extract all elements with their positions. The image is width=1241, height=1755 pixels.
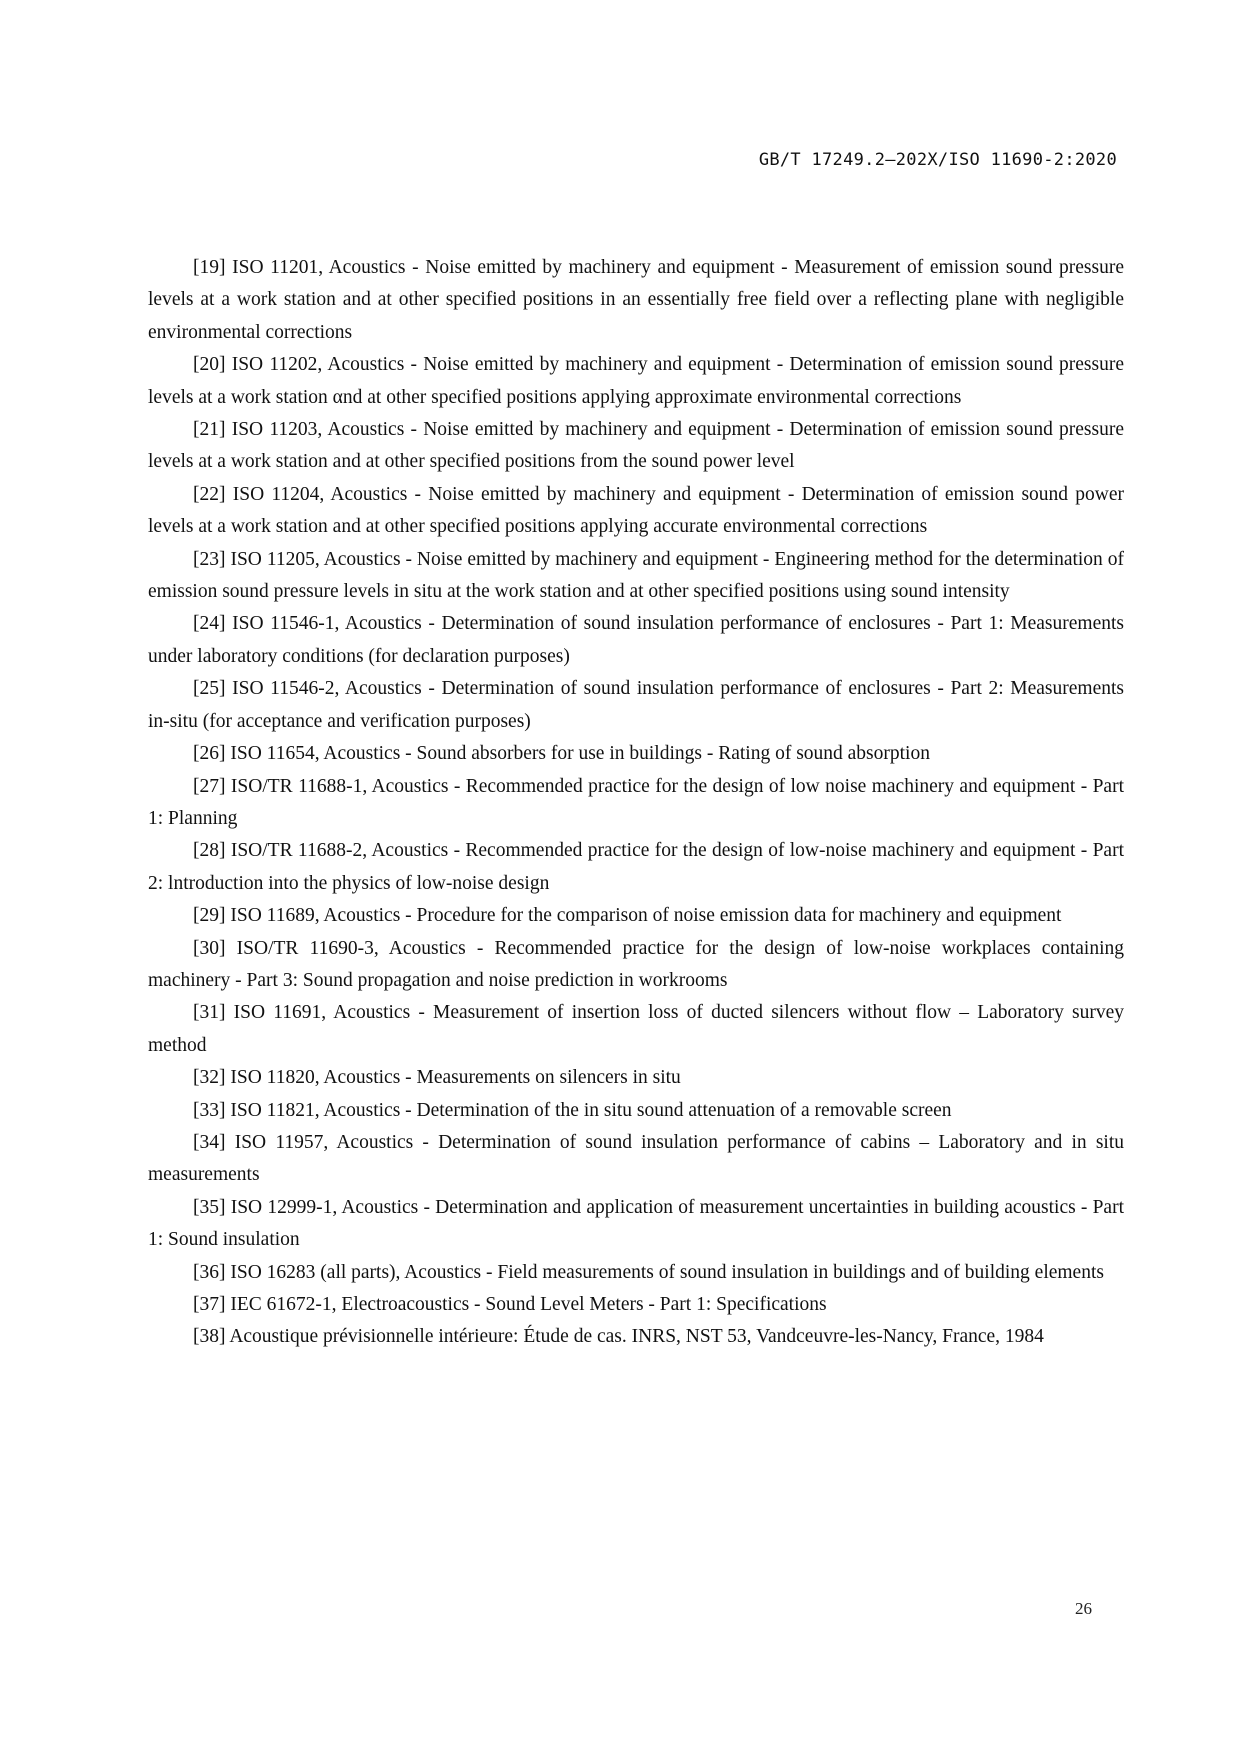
reference-number: [32] bbox=[193, 1067, 226, 1089]
reference-text: ISO 11821, Acoustics - Determination of the in situ sound attenuation of a removable screen bbox=[230, 1099, 952, 1121]
reference-item bbox=[148, 1062, 1124, 1094]
reference-item bbox=[148, 835, 1124, 900]
reference-text: ISO 11691, Acoustics - Measurement of insertion loss of ducted silencers without flow – Laboratory survey method bbox=[148, 1002, 1124, 1056]
reference-text: ISO 11820, Acoustics - Measurements on silencers in situ bbox=[230, 1067, 681, 1089]
reference-number: [33] bbox=[193, 1099, 226, 1121]
reference-text: ISO 11546-1, Acoustics - Determination of sound insulation performance of enclosures - Part 1: Measurements under laboratory conditions (for declaration purposes) bbox=[148, 613, 1124, 667]
reference-item bbox=[148, 479, 1124, 544]
reference-text: IEC 61672-1, Electroacoustics - Sound Level Meters - Part 1: Specifications bbox=[230, 1294, 827, 1315]
reference-text: ISO/TR 11688-1, Acoustics - Recommended practice for the design of low noise machinery and equipment - Part 1: Planning bbox=[148, 775, 1124, 829]
reference-number: [24] bbox=[193, 613, 226, 635]
reference-number: [31] bbox=[193, 1002, 226, 1024]
reference-text: ISO 12999-1, Acoustics - Determination and application of measurement uncertainties in building acoustics - Part 1: Sound insulation bbox=[148, 1196, 1125, 1251]
reference-text: ISO 11202, Acoustics - Noise emitted by machinery and equipment - Determination of emission sound pressure levels at a work station αnd at other specified positions applying approximate environmental corrections bbox=[148, 354, 1125, 408]
reference-number: [22] bbox=[193, 483, 226, 505]
reference-number: [26] bbox=[193, 743, 226, 765]
reference-text: ISO 11689, Acoustics - Procedure for the comparison of noise emission data for machinery and equipment bbox=[230, 905, 1062, 927]
reference-item bbox=[148, 544, 1124, 609]
reference-number: [30] bbox=[193, 937, 226, 959]
reference-text: ISO/TR 11690-3, Acoustics - Recommended practice for the design of low-noise workplaces containing machinery - Part 3: Sound propagation and noise prediction in workrooms bbox=[148, 937, 1125, 991]
reference-number: [35] bbox=[193, 1196, 226, 1218]
reference-text: ISO 11205, Acoustics - Noise emitted by machinery and equipment - Engineering method for the determination of emission sound pressure levels in situ at the work station and at other specified positions using sound intensity bbox=[148, 548, 1125, 603]
reference-number: [28] bbox=[193, 840, 226, 862]
standard-header: GB/T 17249.2—202X/ISO 11690-2:2020 bbox=[758, 150, 1117, 170]
reference-number: [37] bbox=[193, 1294, 226, 1315]
reference-text: ISO 11654, Acoustics - Sound absorbers for use in buildings - Rating of sound absorption bbox=[230, 743, 930, 765]
reference-item bbox=[148, 900, 1124, 932]
reference-item bbox=[148, 252, 1124, 349]
reference-item bbox=[148, 608, 1124, 673]
reference-item bbox=[148, 1257, 1124, 1289]
reference-number: [36] bbox=[193, 1261, 226, 1283]
reference-text: ISO 11201, Acoustics - Noise emitted by machinery and equipment - Measurement of emission sound pressure levels at a work station and at other specified positions in an essentially free field over a reflecting plane with negligible environmental corrections bbox=[148, 257, 1124, 343]
reference-number: [34] bbox=[193, 1131, 226, 1153]
reference-item bbox=[148, 1127, 1124, 1192]
reference-number: [20] bbox=[193, 354, 226, 376]
reference-item bbox=[148, 771, 1124, 836]
reference-text: ISO 16283 (all parts), Acoustics - Field measurements of sound insulation in buildings and of building elements bbox=[230, 1261, 1104, 1283]
reference-item bbox=[148, 349, 1124, 414]
reference-number: [19] bbox=[193, 257, 226, 278]
bibliography-list bbox=[148, 252, 1124, 1354]
reference-number: [21] bbox=[193, 419, 226, 441]
reference-text: ISO/TR 11688-2, Acoustics - Recommended practice for the design of low-noise machinery and equipment - Part 2: lntroduction into the physics of low-noise design bbox=[148, 840, 1124, 894]
page-number: 26 bbox=[1075, 1599, 1092, 1618]
reference-item bbox=[148, 1289, 1124, 1321]
reference-number: [23] bbox=[193, 548, 226, 570]
reference-item bbox=[148, 673, 1124, 738]
reference-item bbox=[148, 1321, 1124, 1353]
reference-item bbox=[148, 997, 1124, 1062]
reference-number: [25] bbox=[193, 678, 226, 700]
reference-item bbox=[148, 933, 1124, 998]
reference-text: ISO 11957, Acoustics - Determination of sound insulation performance of cabins – Laboratory and in situ measurements bbox=[148, 1131, 1125, 1186]
reference-item bbox=[148, 1192, 1124, 1257]
reference-item bbox=[148, 1095, 1124, 1127]
reference-item bbox=[148, 738, 1124, 770]
reference-number: [38] bbox=[193, 1326, 226, 1348]
reference-text: ISO 11204, Acoustics - Noise emitted by machinery and equipment - Determination of emission sound power levels at a work station and at other specified positions applying accurate environmental corrections bbox=[148, 483, 1125, 538]
reference-text: ISO 11546-2, Acoustics - Determination of sound insulation performance of enclosures - Part 2: Measurements in-situ (for acceptance and verification purposes) bbox=[148, 678, 1124, 732]
reference-text: ISO 11203, Acoustics - Noise emitted by machinery and equipment - Determination of emission sound pressure levels at a work station and at other specified positions from the sound power level bbox=[148, 419, 1125, 473]
reference-number: [29] bbox=[193, 905, 226, 927]
reference-text: Acoustique prévisionnelle intérieure: Étude de cas. INRS, NST 53, Vandceuvre-les-Nancy, France, 1984 bbox=[229, 1326, 1044, 1348]
reference-item bbox=[148, 414, 1124, 479]
reference-number: [27] bbox=[193, 775, 226, 797]
